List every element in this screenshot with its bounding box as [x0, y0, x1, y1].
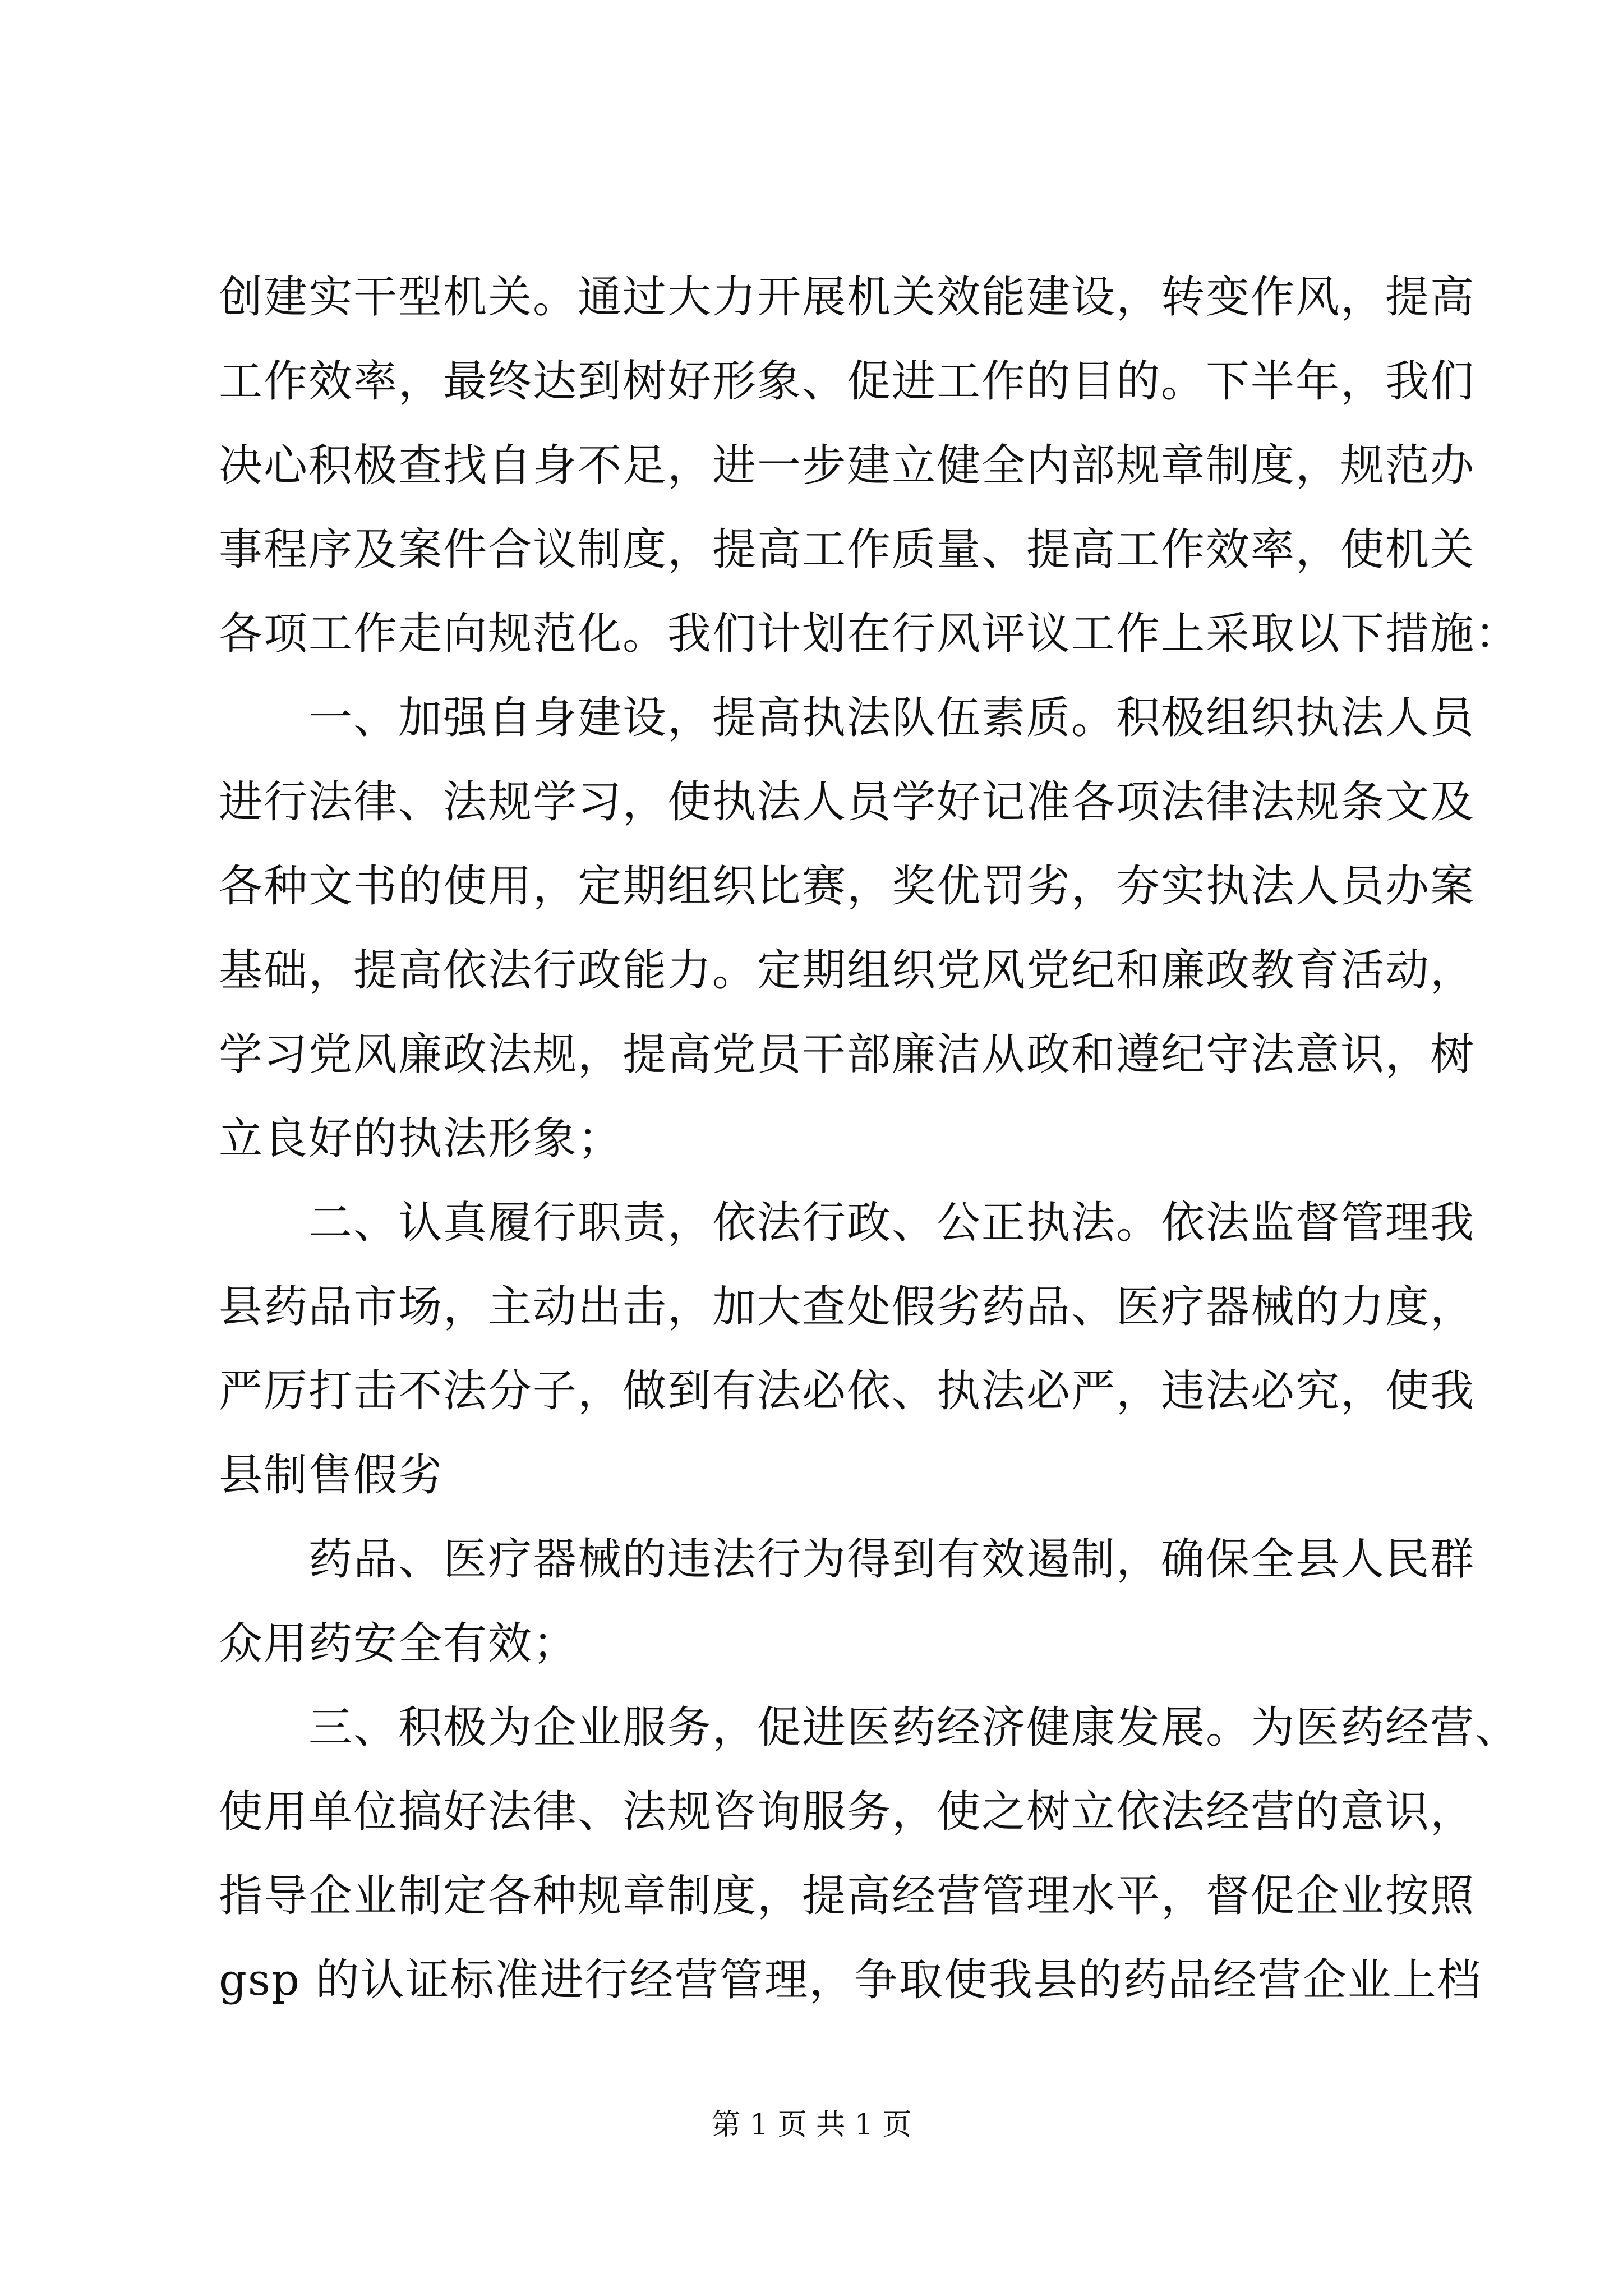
- text-line: 严厉打击不法分子，做到有法必依、执法必严，违法必究，使我: [219, 1366, 1476, 1416]
- text-line: 工作效率，最终达到树好形象、促进工作的目的。下半年，我们: [219, 356, 1476, 407]
- text-line: 使用单位搞好法律、法规咨询服务，使之树立依法经营的意识，: [219, 1787, 1476, 1837]
- paragraph-end-line: 县制售假劣: [219, 1450, 444, 1501]
- text-line: 各种文书的使用，定期组织比赛，奖优罚劣，夯实执法人员办案: [219, 861, 1476, 912]
- paragraph-end-line: 立良好的执法形象；: [219, 1114, 623, 1164]
- text-line: 进行法律、法规学习，使执法人员学好记准各项法律法规条文及: [219, 777, 1476, 827]
- text-line: 学习党风廉政法规，提高党员干部廉洁从政和遵纪守法意识，树: [219, 1029, 1476, 1080]
- document-body: [219, 255, 1520, 2022]
- paragraph-start-line: 二、认真履行职责，依法行政、公正执法。依法监督管理我: [308, 1198, 1476, 1248]
- text-line: gsp 的认证标准进行经营管理，争取使我县的药品经营企业上档: [219, 1955, 1482, 2005]
- paragraph-end-line: 众用药安全有效；: [219, 1618, 578, 1669]
- text-line: 县药品市场，主动出击，加大查处假劣药品、医疗器械的力度，: [219, 1282, 1476, 1332]
- paragraph-start-line: 药品、医疗器械的违法行为得到有效遏制，确保全县人民群: [308, 1534, 1476, 1585]
- paragraph-start-line: 一、加强自身建设，提高执法队伍素质。积极组织执法人员: [308, 693, 1476, 743]
- page-number-footer: 第 1 页 共 1 页: [711, 2108, 912, 2142]
- paragraph-start-line: 三、积极为企业服务，促进医药经济健康发展。为医药经营、: [308, 1703, 1520, 1753]
- text-line: 指导企业制定各种规章制度，提高经营管理水平，督促企业按照: [219, 1871, 1476, 1921]
- text-line: 创建实干型机关。通过大力开展机关效能建设，转变作风，提高: [219, 272, 1476, 323]
- text-line: 事程序及案件合议制度，提高工作质量、提高工作效率，使机关: [219, 524, 1476, 575]
- text-line: 各项工作走向规范化。我们计划在行风评议工作上采取以下措施：: [219, 609, 1520, 659]
- text-line: 基础，提高依法行政能力。定期组织党风党纪和廉政教育活动，: [219, 945, 1476, 996]
- text-line: 决心积极查找自身不足，进一步建立健全内部规章制度，规范办: [219, 440, 1476, 491]
